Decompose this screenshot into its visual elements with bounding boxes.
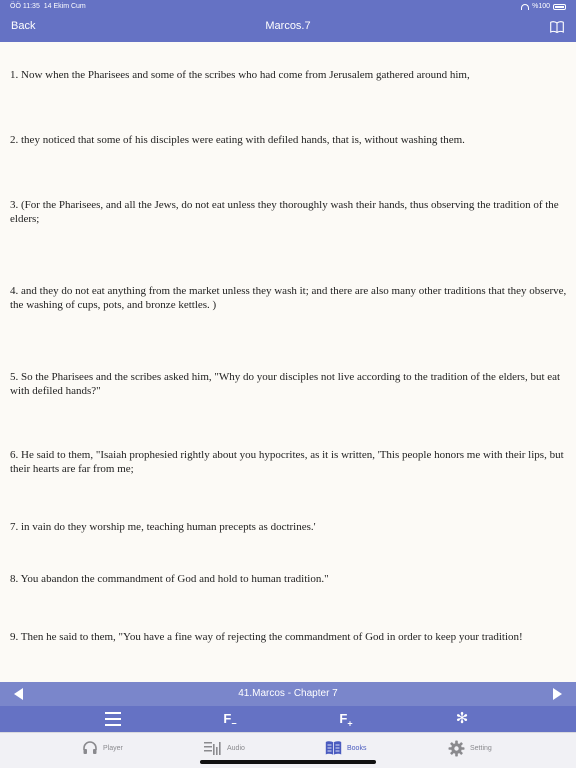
- verse: 2. they noticed that some of his disciples were eating with defiled hands, that is, without washing them.: [10, 134, 465, 146]
- tab-setting-label: Setting: [470, 744, 492, 752]
- tab-setting[interactable]: [448, 739, 492, 757]
- tab-player[interactable]: [82, 739, 123, 757]
- status-time: [10, 3, 86, 10]
- tab-books[interactable]: [325, 739, 366, 757]
- verse: 9. Then he said to them, "You have a fine way of rejecting the commandment of God in order to keep your tradition!: [10, 631, 523, 643]
- tab-player-label: Player: [103, 744, 123, 752]
- chapter-label: 41.Marcos - Chapter 7: [238, 688, 338, 699]
- gear-icon: [448, 740, 465, 757]
- page-title: Marcos.7: [265, 20, 311, 32]
- equalizer-icon: [204, 741, 222, 755]
- navigation-bar: [0, 0, 576, 42]
- chapter-text[interactable]: [0, 42, 576, 682]
- chapter-navigator: [0, 682, 576, 706]
- home-indicator[interactable]: [200, 760, 376, 764]
- back-button[interactable]: Back: [11, 20, 36, 32]
- verse: 5. So the Pharisees and the scribes asked him, "Why do your disciples not live according to the tradition of the elders, but eat with defiled hands?": [10, 371, 561, 397]
- battery-percent: %100: [532, 3, 550, 10]
- reader-toolbar: [0, 706, 576, 732]
- tab-audio-label: Audio: [227, 744, 245, 752]
- status-date: 14 Ekim Cum: [43, 3, 86, 10]
- tab-books-label: Books: [347, 744, 367, 752]
- verse: 1. Now when the Pharisees and some of the scribes who had come from Jerusalem gathered around him,: [10, 69, 470, 81]
- verse: 7. in vain do they worship me, teaching human precepts as doctrines.': [10, 521, 316, 533]
- battery-icon: [553, 4, 566, 10]
- status-indicators: [521, 3, 566, 10]
- status-clock: ÖÖ 11:35: [10, 3, 40, 10]
- tab-audio[interactable]: [204, 739, 245, 757]
- asterisk-icon[interactable]: ✻: [455, 710, 469, 727]
- decrease-font-icon[interactable]: $F_-$: [223, 711, 237, 729]
- next-chapter-icon[interactable]: [553, 688, 562, 700]
- list-icon[interactable]: [102, 710, 124, 728]
- verse: 3. (For the Pharisees, and all the Jews, do not eat unless they thoroughly wash their hands, thus observing the tradition of the elders;: [10, 199, 559, 225]
- wifi-icon: [521, 4, 529, 10]
- verse: 8. You abandon the commandment of God and hold to human tradition.": [10, 573, 329, 585]
- open-book-icon[interactable]: [550, 21, 564, 33]
- verse: 4. and they do not eat anything from the market unless they wash it; and there are also many other traditions that they observe, the washing of cups, pots, and bronze kettles. ): [10, 285, 567, 311]
- book-icon: [325, 740, 342, 756]
- verse: 6. He said to them, "Isaiah prophesied rightly about you hypocrites, as it is written, 'This people honors me with their lips, but their hearts are far from me;: [10, 449, 564, 475]
- increase-font-icon[interactable]: $F_+$: [339, 711, 353, 729]
- headphones-icon: [82, 740, 98, 756]
